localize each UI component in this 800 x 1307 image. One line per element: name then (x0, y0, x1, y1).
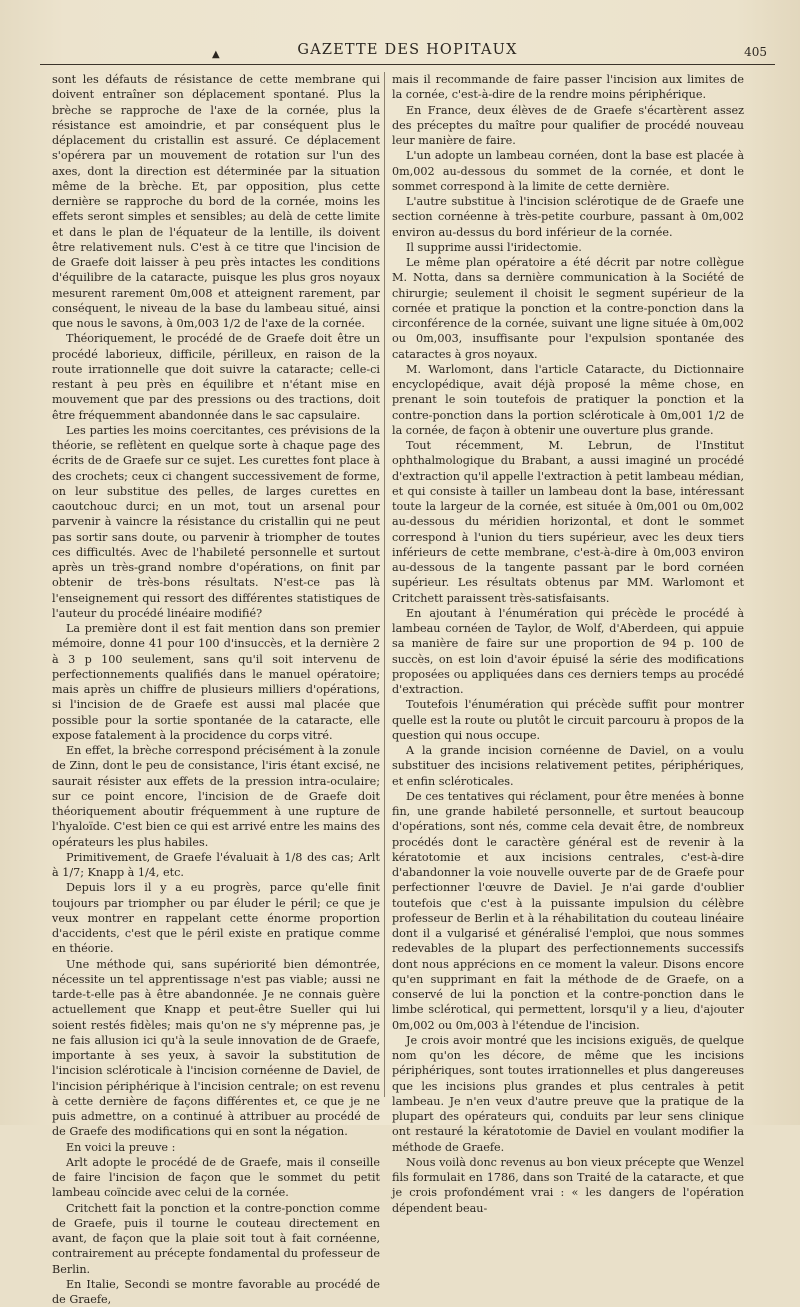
paragraph: Arlt adopte le procédé de de Graefe, mais il conseille de faire l'incision de façon que le sommet du petit lambeau coïncide avec celui de la cornée. (52, 1155, 380, 1200)
paragraph: Théoriquement, le procédé de de Graefe doit être un procédé laborieux, difficile, périlleux, en raison de la route irrationnelle que doit suivre la cataracte; celle-ci restant à peu près en équilibre et n'étant mise en mouvement que par des pressions ou des tractions, doit être fréquemment abandonnée dans le sac capsulaire. (52, 332, 380, 422)
paragraph: En effet, la brèche correspond précisément à la zonule de Zinn, dont le peu de consistance, l'iris étant excisé, ne saurait résister aux effets de la pression intra-oculaire; sur ce point encore, l'incision de de Graefe doit théoriquement aboutir fréquemment à une rupture de l'hyaloïde. C'est bien ce qui est arrivé entre les mains des opérateurs les plus habiles. (52, 744, 380, 849)
paragraph: L'autre substitue à l'incision sclérotique de de Graefe une section cornéenne à très-petite courbure, passant à 0m,002 environ au-dessus du bord inférieur de la cornée. (392, 195, 744, 239)
paragraph: Je crois avoir montré que les incisions exiguës, de quelque nom qu'on les décore, de même que les incisions périphériques, sont toutes irrationnelles et plus dangereuses que les incisions plus grandes et plus centrales à petit lambeau. Je n'en veux d'autre preuve que la pratique de la plupart des opérateurs qui, conduits par leur sens clinique ont restauré la kératotomie de Daviel en voulant modifier la méthode de Graefe. (392, 1033, 744, 1154)
page-header (40, 36, 775, 65)
paragraph: Depuis lors il y a eu progrès, parce qu'elle finit toujours par triompher ou par éluder le péril; ce que je veux montrer en rappelant cette énorme proportion d'accidents, c'est que le péril existe en pratique comme en théorie. (52, 881, 380, 956)
paragraph: mais il recommande de faire passer l'incision aux limites de la cornée, c'est-à-dire de la rendre moins périphérique. (392, 73, 744, 102)
paragraph: Nous voilà donc revenus au bon vieux précepte que Wenzel fils formulait en 1786, dans son Traité de la cataracte, et que je crois profondément vrai : « les dangers de l'opération dépendent beau- (392, 1155, 744, 1215)
paragraph: De ces tentatives qui réclament, pour être menées à bonne fin, une grande habileté personnelle, et surtout beaucoup d'opérations, sont nés, comme cela devait être, de nombreux procédés dont le caractère général est de revenir à la kératotomie et aux incisions centrales, c'est-à-dire d'abandonner la voie nouvelle ouverte par de de Graefe pour perfectionner l'œuvre de Daviel. Je n'ai garde d'oublier toutefois que c'est à la puissante impulsion du célèbre professeur de Berlin et à la réhabilitation du couteau linéaire dont il a vulgarisé et généralisé l'emploi, que nous sommes redevables de la plupart des perfectionnements successifs dont nous apprécions en ce moment la valeur. Disons encore qu'en supprimant en fait la méthode de de Graefe, on a conservé de lui la ponction et la contre-ponction dans le limbe sclérotical, qui permettent, lorsqu'il y a lieu, d'ajouter 0m,002 ou 0m,003 à l'étendue de l'incision. (392, 789, 744, 1032)
paragraph: En ajoutant à l'énumération qui précède le procédé à lambeau cornéen de Taylor, de Wolf, d'Aberdeen, qui appuie sa manière de faire sur une proportion de 94 p. 100 de succès, on est loin d'avoir épuisé la série des modifications proposées ou appliquées dans ces derniers temps au procédé d'extraction. (392, 606, 744, 696)
right-column (392, 72, 744, 1216)
paragraph: La première dont il est fait mention dans son premier mémoire, donne 41 pour 100 d'insuccès, et la dernière 2 à 3 p 100 seulement, sans qu'il soit intervenu de perfectionnements qualifiés dans le manuel opératoire; mais après un chiffre de plusieurs milliers d'opérations, si l'incision de de Graefe est aussi mal placée que possible pour la sortie spontanée de la cataracte, elle expose fatalement à la procidence du corps vitré. (52, 622, 380, 742)
paragraph: Tout récemment, M. Lebrun, de l'Institut ophthalmologique du Brabant, a aussi imaginé un procédé d'extraction qu'il appelle l'extraction à petit lambeau médian, et qui consiste à tailler un lambeau dont la base, intéressant toute la largeur de la cornée, est située à 0m,001 ou 0m,002 au-dessous du méridien horizontal, et dont le sommet correspond à l'union du tiers supérieur, avec les deux tiers inférieurs de cette membrane, c'est-à-dire à 0m,003 environ au-dessous de la tangente passant par le bord cornéen supérieur. Les résultats obtenus par MM. Warlomont et Critchett paraissent très-satisfaisants. (392, 439, 744, 605)
column-divider (384, 72, 385, 1097)
journal-title: GAZETTE DES HOPITAUX (297, 42, 518, 58)
paragraph: Une méthode qui, sans supériorité bien démontrée, nécessite un tel apprentissage n'est pas viable; aussi ne tarde-t-elle pas à être abandonnée. Je ne connais guère actuellement que Knapp et peut-être Sueller qui lui soient restés fidèles; mais qu'on ne s'y méprenne pas, je ne fais allusion ici qu'à la seule innovation de de Graefe, importante à ses yeux, à savoir la substitution de l'incision scléroticale à l'incision cornéenne de Daviel, de l'incision périphérique à l'incision centrale; on est revenu à cette dernière de façons différentes et, ce que je ne puis admettre, on a continué à attribuer au procédé de de Graefe des modifications qui en sont la négation. (52, 957, 380, 1139)
paragraph: En voici la preuve : (66, 1140, 176, 1154)
paragraph: Critchett fait la ponction et la contre-ponction comme de Graefe, puis il tourne le couteau directement en avant, de façon que la plaie soit tout à fait cornéenne, contrairement au précepte fondamental du professeur de Berlin. (52, 1201, 380, 1276)
paragraph: Il supprime aussi l'iridectomie. (406, 240, 582, 254)
paragraph: Primitivement, de Graefe l'évaluait à 1/8 des cas; Arlt à 1/7; Knapp à 1/4, etc. (52, 850, 380, 879)
paragraph: M. Warlomont, dans l'article Cataracte, du Dictionnaire encyclopédique, avait déjà proposé la même chose, en prenant le soin toutefois de pratiquer la ponction et la contre-ponction dans la portion scléroticale à 0m,001 1/2 de la cornée, de façon à obtenir une ouverture plus grande. (392, 362, 744, 437)
paragraph: Toutefois l'énumération qui précède suffit pour montrer quelle est la route ou plutôt le circuit parcouru à propos de la question qui nous occupe. (392, 698, 744, 742)
paragraph: Le même plan opératoire a été décrit par notre collègue M. Notta, dans sa dernière communication à la Société de chirurgie; seulement il choisit le segment supérieur de la cornée et pratique la ponction et la contre-ponction dans la circonférence de la cornée, suivant une ligne située à 0m,002 ou 0m,003, insuffisante pour l'expulsion spontanée des cataractes à gros noyaux. (392, 256, 744, 361)
paragraph: A la grande incision cornéenne de Daviel, on a voulu substituer des incisions relativement petites, périphériques, et enfin scléroticales. (392, 744, 744, 788)
paragraph: L'un adopte un lambeau cornéen, dont la base est placée à 0m,002 au-dessous du sommet de la cornée, et dont le sommet correspond à la limite de cette dernière. (392, 149, 744, 193)
paragraph: En France, deux élèves de de Graefe s'écartèrent assez des préceptes du maître pour qualifier de procédé nouveau leur manière de faire. (392, 103, 744, 147)
paragraph: sont les défauts de résistance de cette membrane qui doivent entraîner son déplacement spontané. Plus la brèche se rapproche de l'axe de la cornée, plus la résistance est amoindrie, et par conséquent plus le déplacement du cristallin est assuré. Ce déplacement s'opérera par un mouvement de rotation sur l'un des axes, dont la direction est déterminée par la situation même de la brèche. Et, par opposition, plus cette dernière se rapproche du bord de la cornée, moins les effets seront simples et sensibles; au delà de cette limite et dans le plan de l'équateur de la lentille, ils doivent être relativement nuls. C'est à ce titre que l'incision de de Graefe doit laisser à peu près intactes les conditions d'équilibre de la cataracte, puisque les plus gros noyaux mesurent rarement 0m,008 et atteignent rarement, par conséquent, le niveau de la base du lambeau situé, ainsi que nous le savons, à 0m,003 1/2 de l'axe de la cornée. (52, 73, 380, 330)
paragraph: En Italie, Secondi se montre favorable au procédé de de Graefe, (52, 1277, 380, 1306)
left-column (52, 72, 380, 1307)
page-number: 405 (744, 45, 767, 59)
header-mark: ▲ (212, 49, 220, 60)
paragraph: Les parties les moins coercitantes, ces prévisions de la théorie, se reflètent en quelque sorte à chaque page des écrits de de Graefe sur ce sujet. Les curettes font place à des crochets; ceux ci changent successivement de forme, on leur substitue des pelles, de larges curettes en caoutchouc durci; en un mot, tout un arsenal pour parvenir à vaincre la résistance du cristallin qui ne peut pas sortir sans doute, ou parvenir à triompher de toutes ces difficultés. Avec de l'habileté personnelle et surtout après un très-grand nombre d'opérations, on finit par obtenir de très-bons résultats. N'est-ce pas là l'enseignement qui ressort des différentes statistiques de l'auteur du procédé linéaire modifié? (52, 423, 380, 620)
